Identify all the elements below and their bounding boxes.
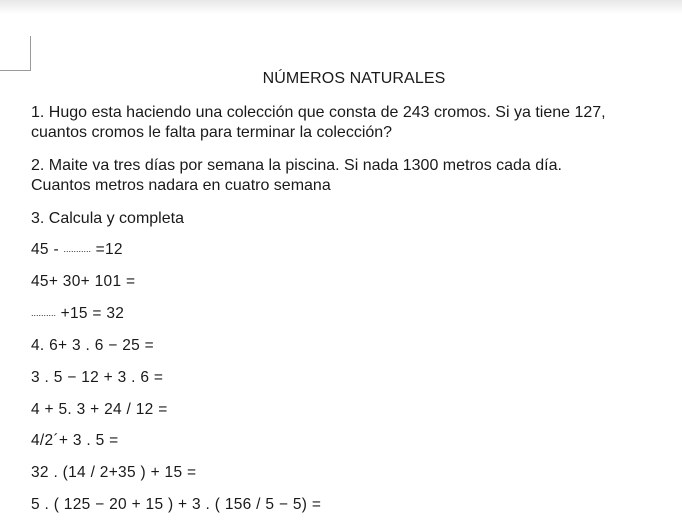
- exercise-5: 3 . 5 − 12 + 3 . 6 =: [31, 369, 164, 386]
- exercise-1-blank: ...........: [63, 244, 92, 254]
- exercise-1: [31, 241, 123, 259]
- exercise-1-end: =12: [91, 241, 123, 258]
- problem-1-line-2: cuantos cromos le falta para terminar la colección?: [31, 124, 393, 141]
- exercise-7: 4/2´+ 3 . 5 =: [31, 432, 119, 449]
- page-top-shadow: [0, 0, 682, 14]
- problem-3-heading: 3. Calcula y completa: [31, 210, 184, 227]
- problem-2-line-1: 2. Maite va tres días por semana la piscina. Si nada 1300 metros cada día.: [31, 157, 562, 174]
- problem-1-line-1: 1. Hugo esta haciendo una colección que consta de 243 cromos. Si ya tiene 127,: [31, 104, 606, 121]
- margin-corner-mark: [0, 36, 31, 71]
- exercise-1-start: 45 -: [31, 241, 64, 258]
- exercise-3: [31, 305, 124, 323]
- problem-2-line-2: Cuantos metros nadara en cuatro semana: [31, 177, 331, 194]
- exercise-6: 4 + 5. 3 + 24 / 12 =: [31, 401, 168, 418]
- exercise-3-blank: ..........: [31, 308, 57, 318]
- exercise-4: 4. 6+ 3 . 6 − 25 =: [31, 337, 155, 354]
- exercise-8: 32 . (14 / 2+35 ) + 15 =: [31, 464, 197, 481]
- exercise-9: 5 . ( 125 − 20 + 15 ) + 3 . ( 156 / 5 − 5) =: [31, 496, 322, 513]
- page-title: NÚMEROS NATURALES: [262, 70, 446, 87]
- exercise-2: 45+ 30+ 101 =: [31, 273, 136, 290]
- exercise-3-end: +15 = 32: [56, 305, 125, 322]
